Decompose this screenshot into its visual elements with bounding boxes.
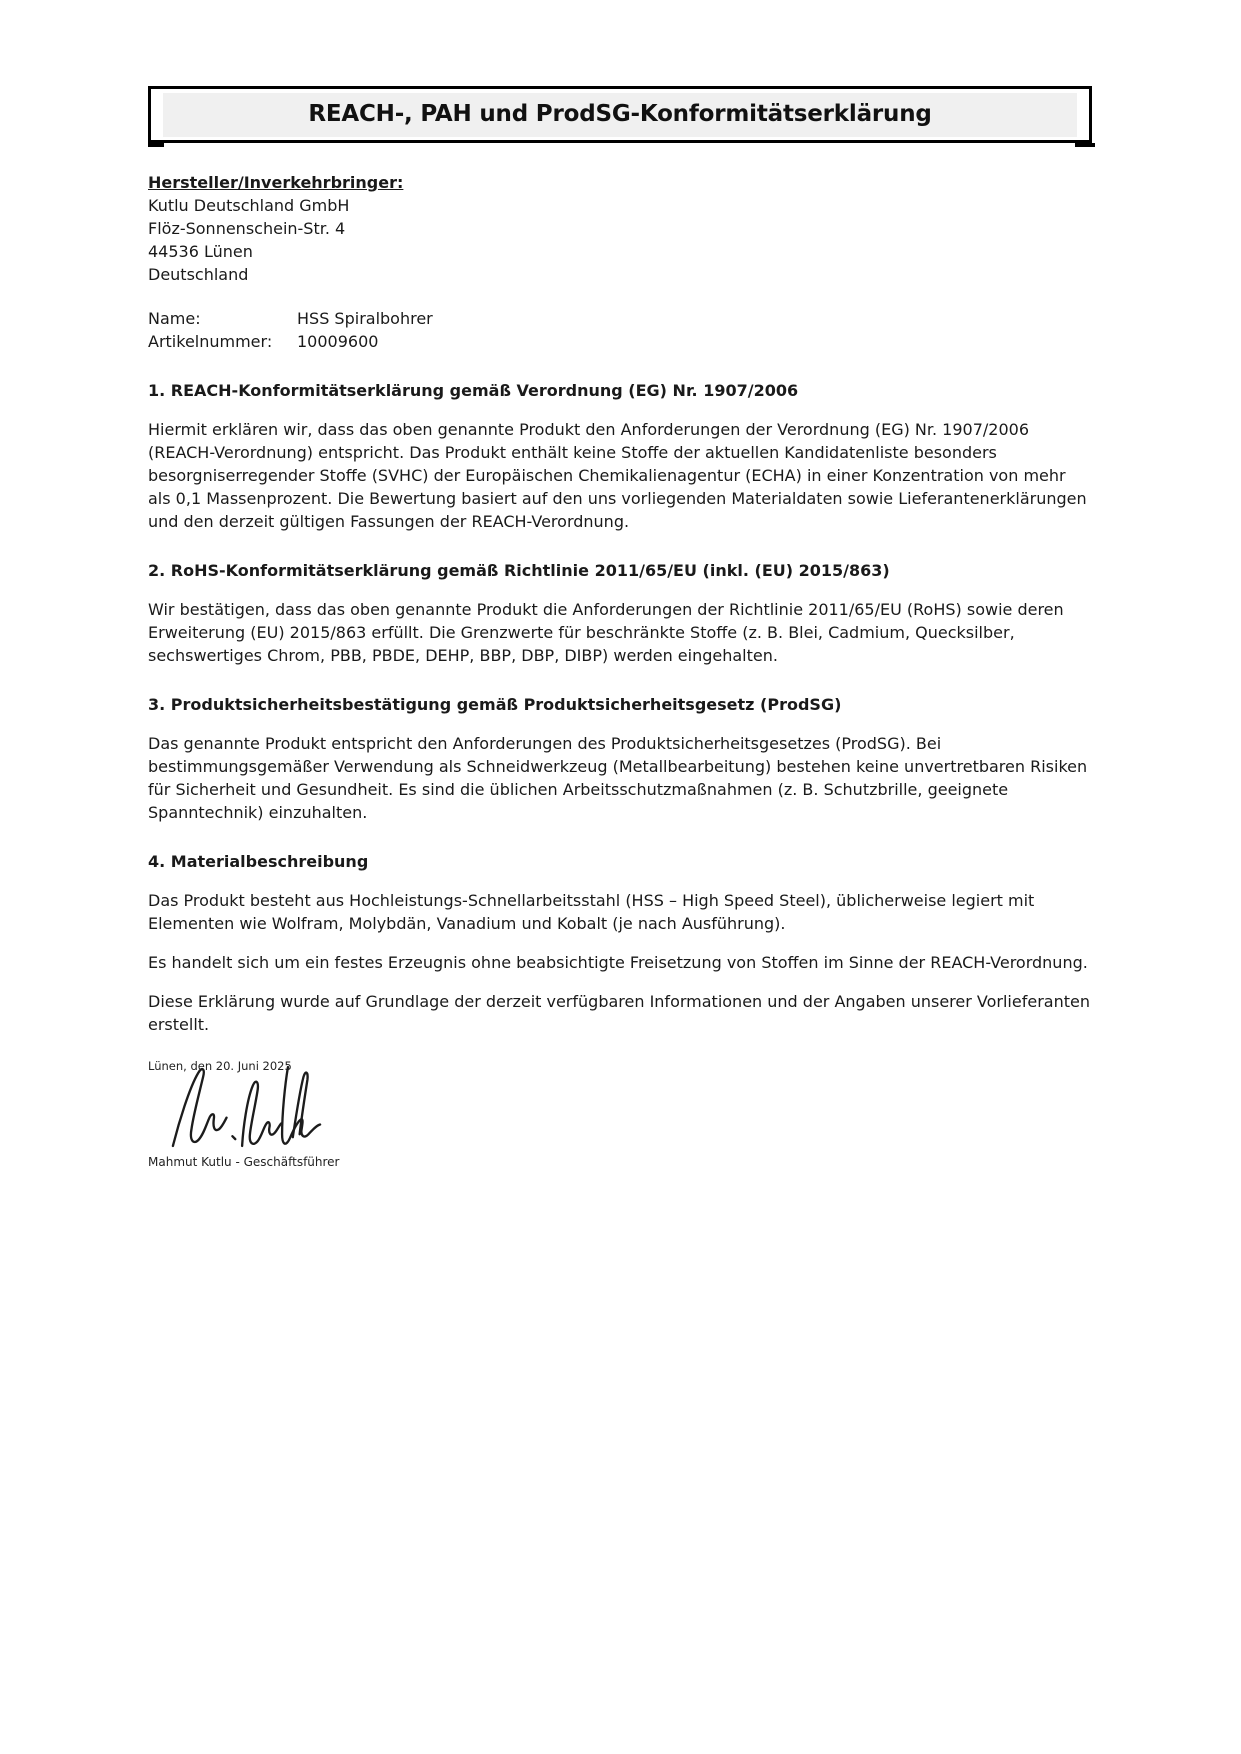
section-material-paragraph-1: Das Produkt besteht aus Hochleistungs-Schnellarbeitsstahl (HSS – High Speed Steel), üblicherweise legiert mit Elementen wie Wolfram, Molybdän, Vanadium und Kobalt (je nach Ausführung). <box>148 891 1035 933</box>
manufacturer-heading: Hersteller/Inverkehrbringer: <box>148 173 404 192</box>
product-article-row <box>148 330 1092 353</box>
section-prodsg <box>148 693 1092 824</box>
signer-name: Mahmut Kutlu - Geschäftsführer <box>148 1155 340 1169</box>
manufacturer-block <box>148 171 1092 286</box>
article-number-label: Artikelnummer: <box>148 332 273 351</box>
section-material <box>148 850 1092 1036</box>
signature <box>170 1062 324 1150</box>
manufacturer-street: Flöz-Sonnenschein-Str. 4 <box>148 219 346 238</box>
page-title: REACH-, PAH und ProdSG-Konformitätserklärung <box>163 93 1077 137</box>
place-date: Lünen, den 20. Juni 2025 <box>148 1059 292 1073</box>
product-name-row <box>148 307 1092 330</box>
section-rohs-heading: 2. RoHS-Konformitätserklärung gemäß Richtlinie 2011/65/EU (inkl. (EU) 2015/863) <box>148 561 890 580</box>
section-prodsg-paragraph: Das genannte Produkt entspricht den Anforderungen des Produktsicherheitsgesetzes (ProdSG). Bei bestimmungsgemäßer Verwendung als Schneidwerkzeug (Metallbearbeitung) bestehen keine unvertretbaren Risiken für Sicherheit und Gesundheit. Es sind die üblichen Arbeitsschutzmaßnahmen (z. B. Schutzbrille, geeignete Spanntechnik) einzuhalten. <box>148 734 1088 822</box>
manufacturer-country: Deutschland <box>148 265 249 284</box>
product-name-label: Name: <box>148 309 201 328</box>
manufacturer-city: 44536 Lünen <box>148 242 253 261</box>
section-material-paragraph-3: Diese Erklärung wurde auf Grundlage der derzeit verfügbaren Informationen und der Angaben unserer Vorlieferanten erstellt. <box>148 992 1090 1034</box>
section-rohs-paragraph: Wir bestätigen, dass das oben genannte Produkt die Anforderungen der Richtlinie 2011/65/EU (RoHS) sowie deren Erweiterung (EU) 2015/863 erfüllt. Die Grenzwerte für beschränkte Stoffe (z. B. Blei, Cadmium, Quecksilber, sechswertiges Chrom, PBB, PBDE, DEHP, BBP, DBP, DIBP) werden eingehalten. <box>148 600 1064 665</box>
product-block <box>148 307 1092 353</box>
section-reach <box>148 379 1092 533</box>
section-material-paragraph-2: Es handelt sich um ein festes Erzeugnis ohne beabsichtigte Freisetzung von Stoffen im Sinne der REACH-Verordnung. <box>148 953 1088 972</box>
section-material-heading: 4. Materialbeschreibung <box>148 852 369 871</box>
section-prodsg-heading: 3. Produktsicherheitsbestätigung gemäß Produktsicherheitsgesetz (ProdSG) <box>148 695 842 714</box>
product-name-value: HSS Spiralbohrer <box>297 309 433 328</box>
document-page <box>148 86 1092 1171</box>
title-box <box>148 86 1092 143</box>
article-number-value: 10009600 <box>297 332 379 351</box>
section-rohs <box>148 559 1092 667</box>
section-reach-paragraph: Hiermit erklären wir, dass das oben genannte Produkt den Anforderungen der Verordnung (EG) Nr. 1907/2006 (REACH-Verordnung) entspricht. Das Produkt enthält keine Stoffe der aktuellen Kandidatenliste besonders besorgniserregender Stoffe (SVHC) der Europäischen Chemikalienagentur (ECHA) in einer Konzentration von mehr als 0,1 Massenprozent. Die Bewertung basiert auf den uns vorliegenden Materialdaten sowie Lieferantenerklärungen und den derzeit gültigen Fassungen der REACH-Verordnung. <box>148 420 1087 531</box>
manufacturer-name: Kutlu Deutschland GmbH <box>148 196 350 215</box>
section-reach-heading: 1. REACH-Konformitätserklärung gemäß Verordnung (EG) Nr. 1907/2006 <box>148 381 799 400</box>
